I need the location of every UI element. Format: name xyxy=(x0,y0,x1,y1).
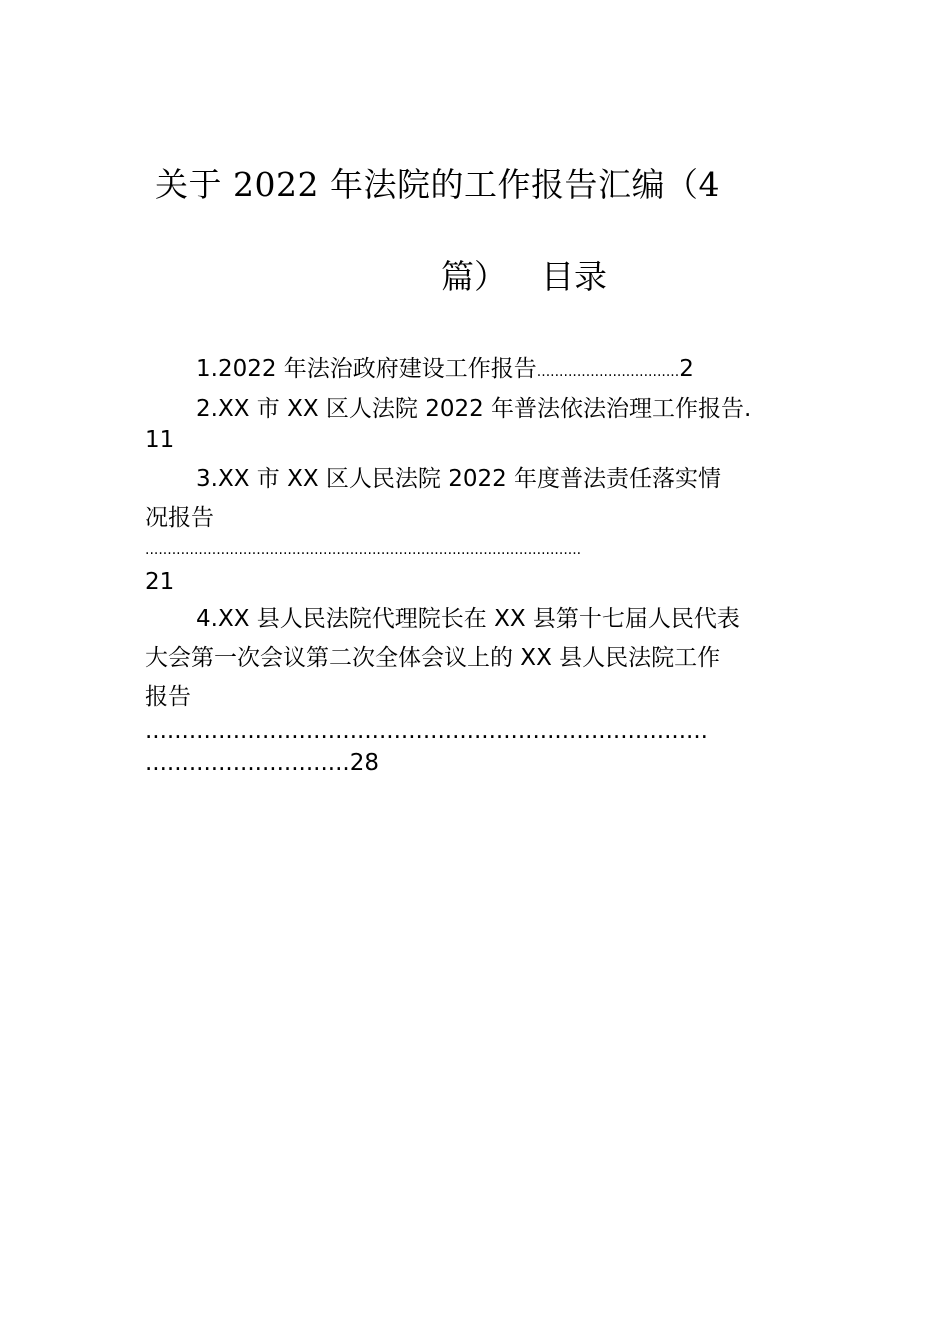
title-part-2: 目录 xyxy=(541,257,607,296)
toc-entry-2-page: 11 xyxy=(145,427,175,453)
toc-entry-3-line-2[interactable]: 况报告 xyxy=(145,505,214,531)
toc-entry-4-line-2[interactable]: 大会第一次会议第二次全体会议上的 XX 县人民法院工作 xyxy=(145,645,721,671)
toc-entry-1-page: 2 xyxy=(679,356,694,382)
toc-entry-1[interactable] xyxy=(196,358,694,381)
toc-entry-1-title: 1.2022 年法治政府建设工作报告 xyxy=(196,356,537,382)
toc-entry-2-line-1[interactable]: 2.XX 市 XX 区人法院 2022 年普法依法治理工作报告. xyxy=(196,396,752,422)
toc-entry-4-line-3[interactable]: 报告 xyxy=(145,684,191,710)
toc-entry-3-page: 21 xyxy=(145,569,175,595)
toc-entry-4-leader-1: ............................................................................. xyxy=(145,718,708,744)
toc-entry-3-line-1[interactable]: 3.XX 市 XX 区人民法院 2022 年度普法责任落实情 xyxy=(196,466,722,492)
toc-entry-4-leader-2: ............................ xyxy=(145,750,350,776)
document-title-line-1: 关于 2022 年法院的工作报告汇编（4 xyxy=(155,165,720,204)
document-title-line-2 xyxy=(441,257,607,296)
title-part-1: 篇） xyxy=(441,257,507,296)
toc-entry-1-leader: ................................ xyxy=(536,364,680,380)
toc-entry-4-leader-line-2 xyxy=(145,752,379,775)
toc-entry-3-leader: .................................................................................................. xyxy=(145,542,582,558)
toc-entry-4-line-1[interactable]: 4.XX 县人民法院代理院长在 XX 县第十七届人民代表 xyxy=(196,606,740,632)
toc-entry-4-page: 28 xyxy=(349,750,379,776)
